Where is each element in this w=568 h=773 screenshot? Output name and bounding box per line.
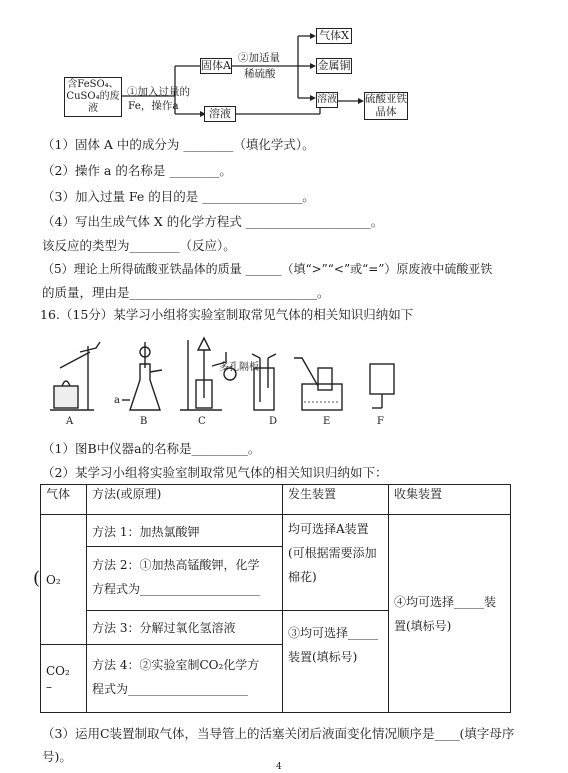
device-a-line3: 棉花) [288, 570, 317, 584]
q16-title: 16.（15分）某学习小组将实验室制取常见气体的相关知识归纳如下 [40, 307, 414, 322]
step1-line1: ①加入过量的 [127, 86, 190, 98]
device-a-cell [283, 515, 389, 611]
method-1 [87, 515, 283, 547]
q15-item-3: （3）加入过量 Fe 的目的是 ________________。 [42, 189, 315, 204]
solution-bottom-box [204, 106, 236, 122]
solution-top-box [316, 92, 338, 108]
gas-co2: CO₂ [46, 663, 70, 678]
left-bracket-mark: ( [33, 568, 41, 589]
porous-plate-label: 多孔隔板 [219, 362, 259, 373]
apparatus-label-d: D [269, 416, 278, 427]
apparatus-label-a: A [66, 416, 74, 427]
crystal-box [364, 92, 408, 120]
step2-line2: 稀硫酸 [244, 68, 276, 80]
waste-liquid-box [64, 77, 122, 117]
gas-co2-dash: – [46, 679, 52, 694]
header-method: 方法(或原理) [87, 485, 283, 515]
method-2 [87, 547, 283, 611]
q15-item-5a: （5）理论上所得硫酸亚铁晶体的质量 ______（填“>”“<”或“=”）原废液中硫酸亚铁 [42, 262, 493, 276]
method-4-line1: 方法 4：②实验室制CO₂化学方 [92, 658, 260, 672]
method-3-text: 方法 3：分解过氧化氢溶液 [92, 621, 236, 635]
header-collect: 收集装置 [389, 485, 511, 515]
collect-line2: 置(填标号) [394, 618, 452, 633]
device-choose-line2: 装置(填标号) [288, 650, 358, 664]
q16-item-3b: 号)。 [42, 749, 72, 764]
method-3 [87, 611, 283, 645]
apparatus-label-e: E [323, 416, 331, 427]
q15-item-2: （2）操作 a 的名称是 ________。 [42, 163, 232, 178]
device-a-line2: (可根据需要添加 [288, 546, 377, 560]
q16-item-2: （2）某学习小组将实验室制取常见气体的相关知识归纳如下： [42, 465, 388, 480]
apparatus-label-f: F [377, 416, 384, 427]
solution-bottom-label: 溶液 [209, 107, 231, 120]
method-4-line2: 程式为____________________ [92, 682, 249, 696]
gas-x-box [316, 28, 352, 44]
waste-label: 含FeSO₄、CuSO₄的废液 [66, 79, 120, 114]
header-gas: 气体 [41, 485, 87, 515]
gas-x-label: 气体X [319, 29, 349, 42]
instrument-a-label: a [114, 395, 120, 406]
collect-line1: ④均可选择_____装 [394, 594, 497, 609]
method-1-text: 方法 1：加热氯酸钾 [92, 525, 200, 539]
metal-cu-label: 金属铜 [317, 59, 351, 72]
apparatus-figure [40, 328, 420, 428]
q16-item-3a: （3）运用C装置制取气体，当导管上的活塞关闭后液面变化情况顺序是____(填字母序 [42, 726, 515, 741]
crystal-label: 硫酸亚铁晶体 [365, 93, 407, 118]
header-device: 发生装置 [283, 485, 389, 515]
device-choose-cell [283, 611, 389, 713]
page-number: 4 [276, 762, 282, 772]
gas-co2-cell [41, 645, 87, 713]
method-2-line1: 方法 2：①加热高锰酸钾，化学 [92, 558, 260, 572]
method-4 [87, 645, 283, 713]
solid-a-box [200, 58, 232, 74]
step2-line1: ②加适量 [238, 52, 280, 64]
device-choose-line1: ③均可选择_____ [288, 626, 379, 640]
method-2-line2: 方程式为____________________ [92, 582, 261, 596]
q15-item-1: （1）固体 A 中的成分为 ________（填化学式）。 [42, 137, 315, 152]
apparatus-label-c: C [198, 416, 206, 427]
gas-o2: O₂ [41, 515, 87, 645]
collect-cell [389, 515, 511, 713]
gas-table [40, 484, 511, 713]
q15-item-4b: 该反应的类型为________（反应）。 [42, 238, 236, 253]
metal-cu-box [316, 58, 352, 74]
solution-top-label: 溶液 [317, 94, 337, 105]
device-a-line1: 均可选择A装置 [288, 522, 369, 536]
q15-item-5b: 的质量，理由是______________________________。 [42, 285, 330, 300]
apparatus-label-b: B [140, 416, 148, 427]
step1-line2: Fe，操作a [128, 100, 179, 112]
solid-a-label: 固体A [201, 59, 231, 72]
q16-item-1: （1）图B中仪器a的名称是_________。 [42, 441, 261, 456]
q15-item-4: （4）写出生成气体 X 的化学方程式 ____________________。 [42, 214, 384, 229]
